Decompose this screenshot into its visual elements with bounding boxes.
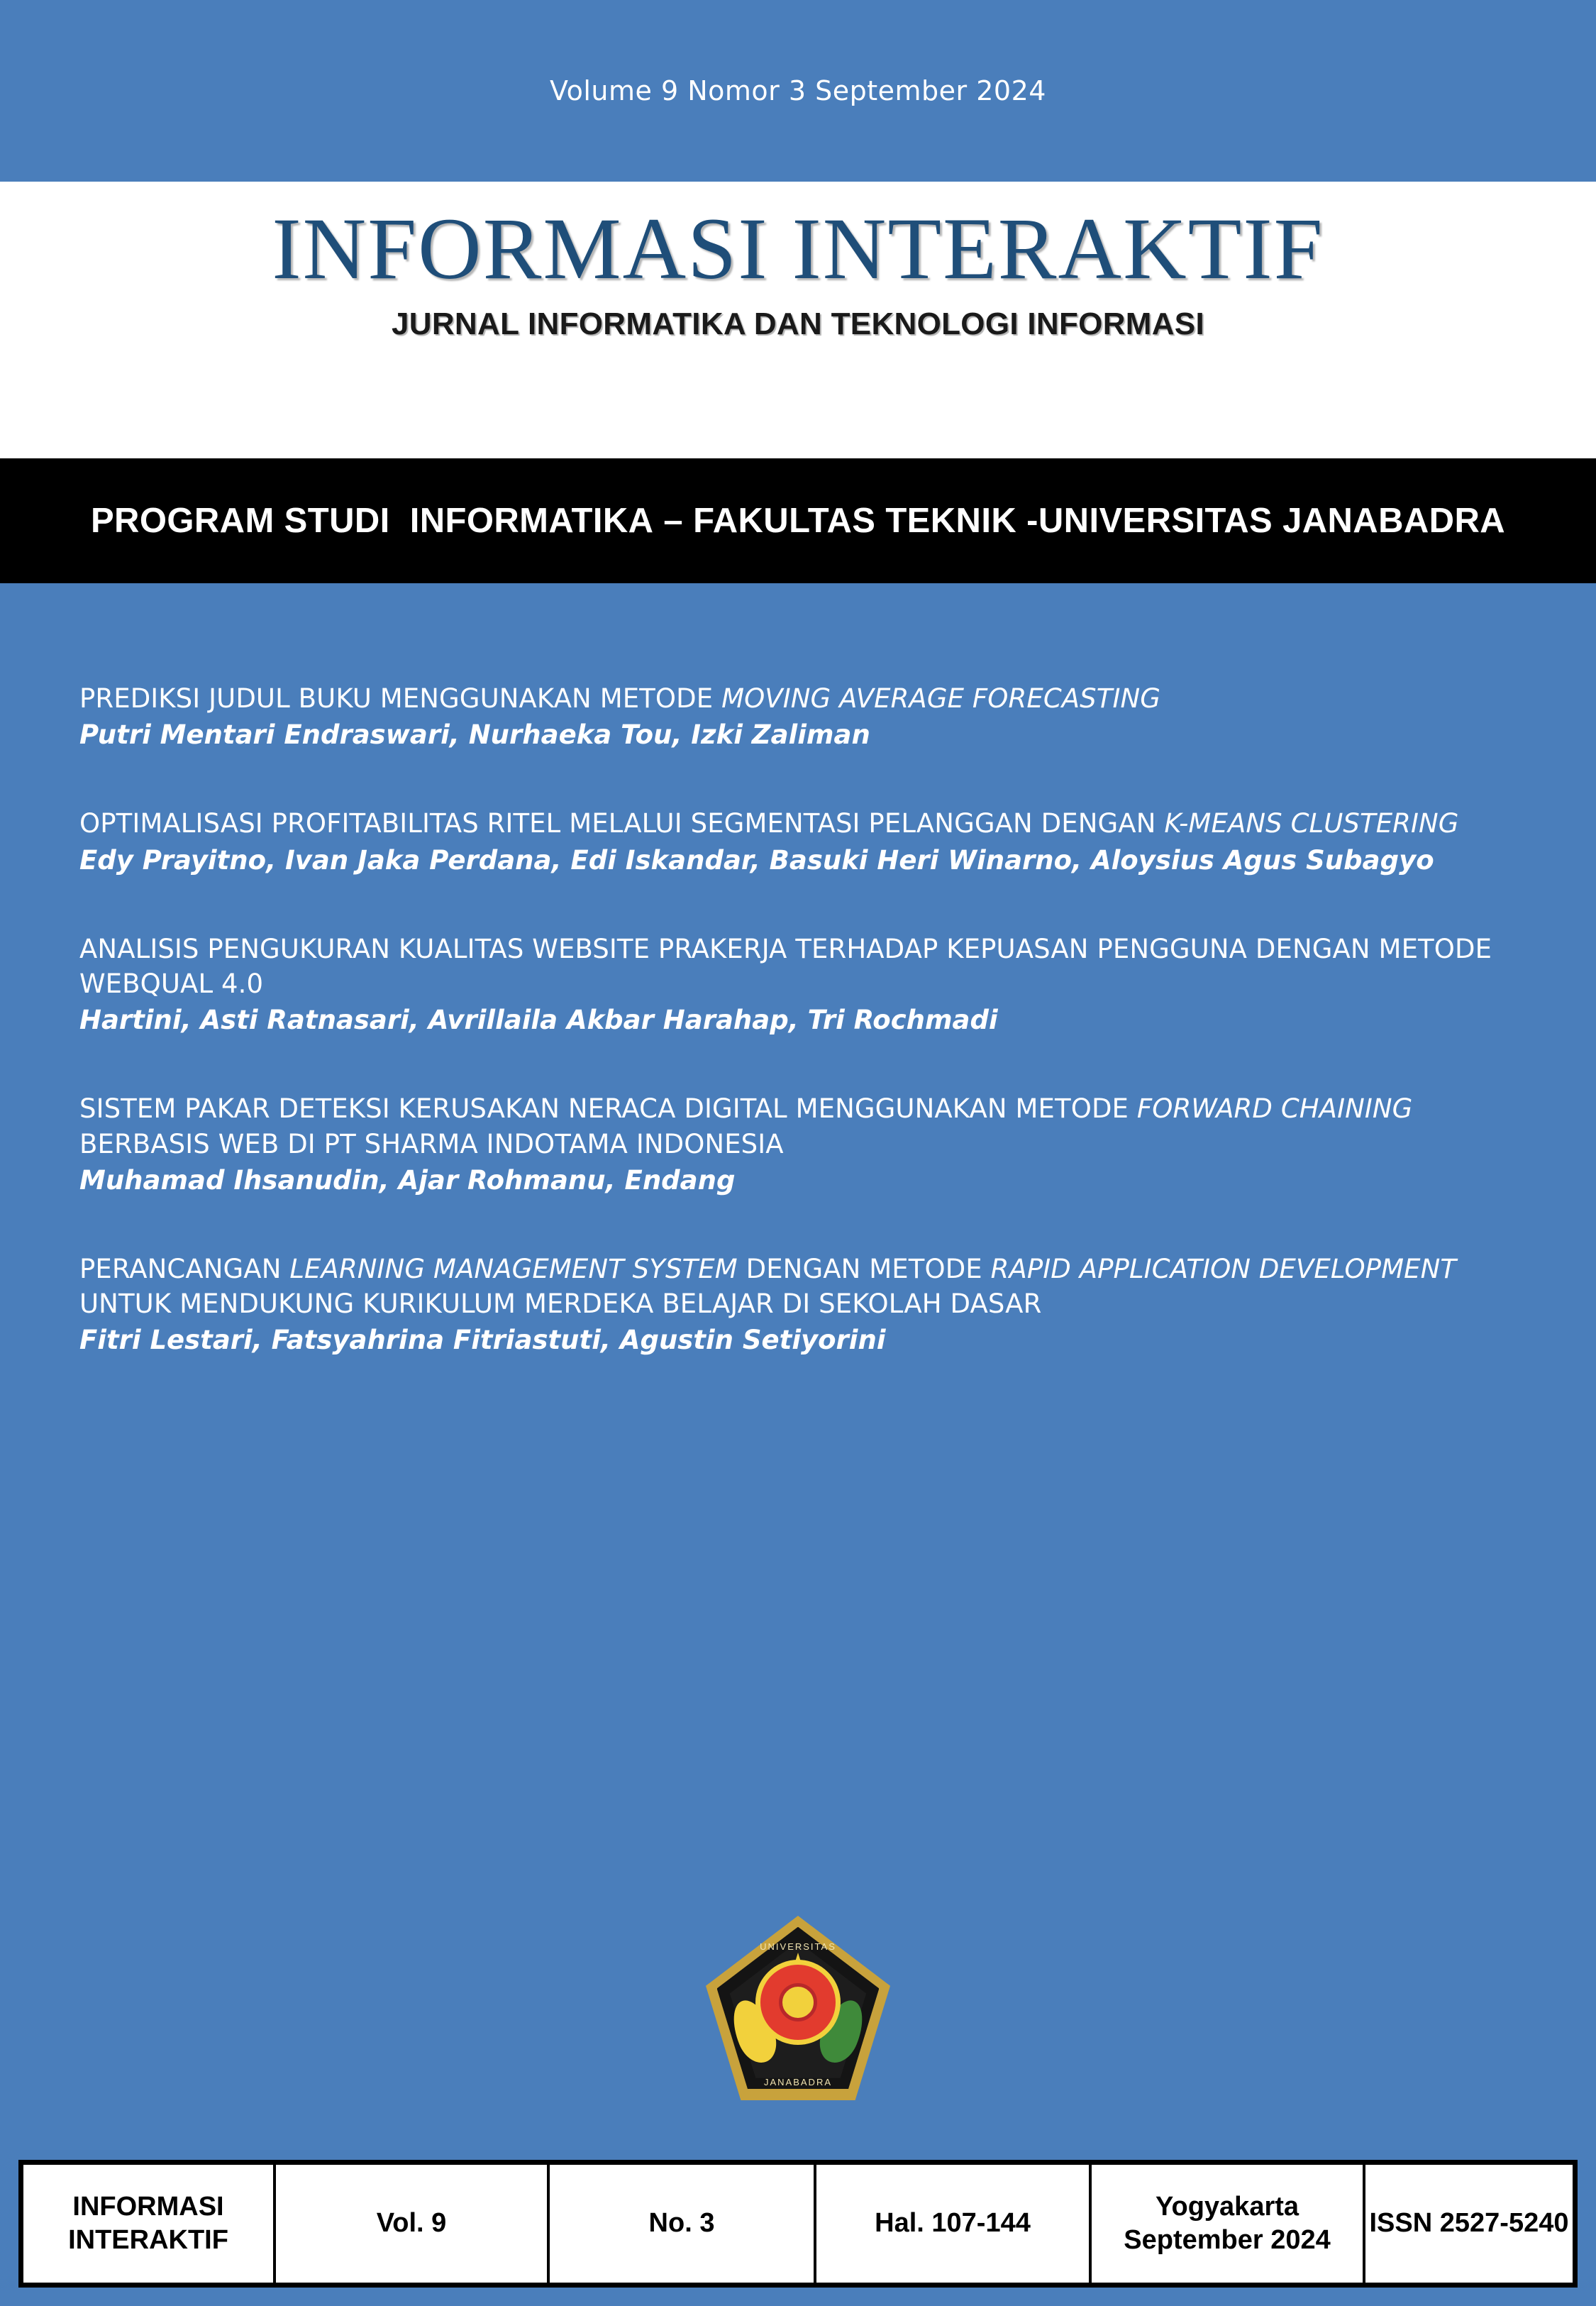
affiliation-bar [0, 458, 1596, 583]
article-title: SISTEM PAKAR DETEKSI KERUSAKAN NERACA DIGITAL MENGGUNAKAN METODE FORWARD CHAINING BERBASIS WEB DI PT SHARMA INDOTAMA INDONESIA [79, 1093, 1413, 1159]
article-title: PREDIKSI JUDUL BUKU MENGGUNAKAN METODE MOVING AVERAGE FORECASTING [79, 683, 1161, 714]
logo-emblem-icon [755, 1960, 841, 2045]
issue-info-table [18, 2160, 1578, 2288]
logo-container [0, 1916, 1596, 2100]
info-cell-pages: Hal. 107-144 [816, 2165, 1089, 2283]
universitas-janabadra-logo-icon [706, 1916, 890, 2100]
info-cell-journal: INFORMASI INTERAKTIF [23, 2165, 273, 2283]
article-authors: Fitri Lestari, Fatsyahrina Fitriastuti, Agustin Setiyorini [79, 1325, 886, 1356]
info-cell-volume: Vol. 9 [276, 2165, 547, 2283]
info-cell-issn: ISSN 2527-5240 [1365, 2165, 1573, 2283]
article-title: PERANCANGAN LEARNING MANAGEMENT SYSTEM DENGAN METODE RAPID APPLICATION DEVELOPMENT UNTUK MENDUKUNG KURIKULUM MERDEKA BELAJAR DI SEKOLAH DASAR [79, 1254, 1457, 1320]
volume-band [0, 0, 1596, 182]
article-title: ANALISIS PENGUKURAN KUALITAS WEBSITE PRAKERJA TERHADAP KEPUASAN PENGGUNA DENGAN METODE WEBQUAL 4.0 [79, 933, 1492, 1000]
article-authors: Muhamad Ihsanudin, Ajar Rohmanu, Endang [79, 1164, 736, 1196]
article-authors: Putri Mentari Endraswari, Nurhaeka Tou, Izki Zaliman [79, 719, 870, 751]
logo-text-bottom: JANABADRA [763, 2076, 833, 2087]
article-authors: Hartini, Asti Ratnasari, Avrillaila Akbar Harahap, Tri Rochmadi [79, 1005, 998, 1036]
journal-subtitle: JURNAL INFORMATIKA DAN TEKNOLOGI INFORMASI [392, 306, 1204, 341]
article-title: OPTIMALISASI PROFITABILITAS RITEL MELALUI SEGMENTASI PELANGGAN DENGAN K-MEANS CLUSTERING [79, 808, 1459, 839]
article-entry[interactable] [79, 806, 1518, 877]
article-authors: Edy Prayitno, Ivan Jaka Perdana, Edi Iskandar, Basuki Heri Winarno, Aloysius Agus Subagyo [79, 844, 1434, 876]
title-block [0, 182, 1596, 458]
info-cell-number: No. 3 [550, 2165, 814, 2283]
info-cell-place-date: Yogyakarta September 2024 [1092, 2165, 1363, 2283]
logo-text-top: UNIVERSITAS [760, 1941, 836, 1953]
article-entry[interactable] [79, 1252, 1518, 1358]
article-entry[interactable] [79, 1091, 1518, 1198]
table-of-contents [79, 681, 1518, 1412]
article-entry[interactable] [79, 932, 1518, 1038]
volume-line: Volume 9 Nomor 3 September 2024 [550, 75, 1046, 106]
affiliation-text: PROGRAM STUDI INFORMATIKA – FAKULTAS TEKNIK -UNIVERSITAS JANABADRA [90, 502, 1506, 540]
article-entry[interactable] [79, 681, 1518, 752]
journal-title: INFORMASI INTERAKTIF [272, 200, 1324, 297]
